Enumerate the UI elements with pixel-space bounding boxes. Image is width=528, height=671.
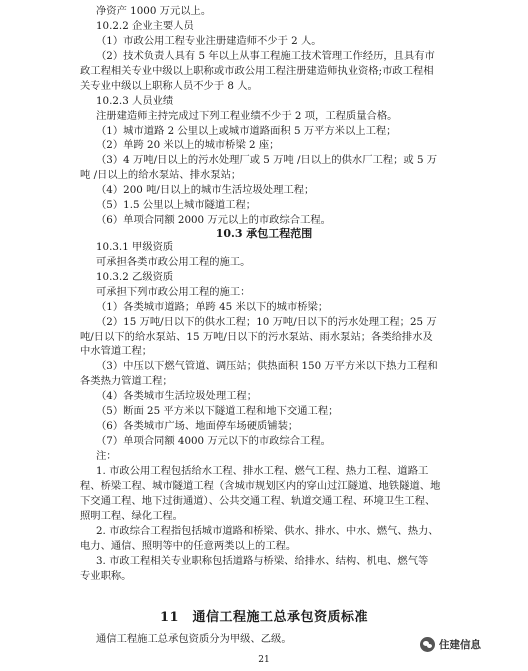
text-line: （3）4 万吨/日以上的污水处理厂或 5 万吨 /日以上的供水厂工程；或 5 万 — [96, 154, 438, 166]
text-line: 10.2.2 企业主要人员 — [96, 20, 194, 32]
wechat-icon — [420, 637, 435, 652]
text-line: （5）1.5 公里以上城市隧道工程； — [96, 199, 257, 211]
text-line: （1）市政公用工程专业注册建造师不少于 2 人。 — [96, 35, 322, 47]
section-heading-10-3: 10.3 承包工程范围 — [215, 227, 313, 240]
text-line: 注： — [96, 450, 117, 462]
text-line: 吨 /日以上的给水泵站、排水泵站； — [80, 169, 242, 181]
page-number: 21 — [258, 655, 270, 665]
text-line: 10.2.3 人员业绩 — [96, 95, 174, 107]
text-line: （2）15 万吨/日以下的供水工程；10 万吨/日以下的污水处理工程；25 万 — [96, 316, 437, 328]
text-line: 中水管道工程； — [80, 345, 153, 357]
section-heading-11: 11 通信工程施工总承包资质标准 — [159, 610, 369, 625]
text-line: 照明工程、绿化工程。 — [80, 510, 183, 522]
text-line: 专业职称。 — [80, 570, 132, 582]
text-line: 各类热力管道工程； — [80, 375, 173, 387]
watermark-text: 住建信息 — [439, 638, 481, 651]
text-line: 政工程相关专业中级以上职称或市政公用工程注册建造师执业资格;市政工程相 — [80, 65, 434, 77]
text-line: 可承担各类市政公用工程的施工。 — [96, 256, 251, 268]
text-line: 3. 市政工程相关专业职称包括道路与桥梁、给排水、结构、机电、燃气等 — [96, 555, 429, 567]
text-line: （4）200 吨/日以上的城市生活垃圾处理工程； — [96, 184, 315, 196]
text-line: 10.3.2 乙级资质 — [96, 271, 174, 283]
text-line: （1）城市道路 2 公里以上或城市道路面积 5 万平方米以上工程； — [96, 125, 397, 137]
text-line: （3）中压以下燃气管道、调压站；供热面积 150 万平方米以下热力工程和 — [96, 360, 438, 372]
text-line: 10.3.1 甲级资质 — [96, 241, 174, 253]
text-line: （5）断面 25 平方米以下隧道工程和地下交通工程； — [96, 405, 339, 417]
text-line: （4）各类城市生活垃圾处理工程； — [96, 390, 258, 402]
watermark — [420, 636, 481, 652]
text-line: 关专业中级以上职称人员不少于 8 人。 — [80, 80, 258, 92]
text-line: 注册建造师主持完成过下列工程业绩不少于 2 项，工程质量合格。 — [96, 110, 398, 122]
text-line: 吨/日以下的给水泵站、15 万吨/日以下的污水泵站、雨水泵站；各类给排水及 — [80, 331, 433, 343]
text-line: （6）各类城市广场、地面停车场硬质铺装； — [96, 420, 299, 432]
text-line: 可承担下列市政公用工程的施工： — [96, 286, 251, 298]
text-line: （7）单项合同额 4000 万元以下的市政综合工程。 — [96, 435, 331, 447]
text-line: 净资产 1000 万元以上。 — [96, 5, 212, 17]
text-line: 1. 市政公用工程包括给水工程、排水工程、燃气工程、热力工程、道路工 — [96, 465, 429, 477]
text-line: 电力、通信、照明等中的任意两类以上的工程。 — [80, 540, 297, 552]
text-line: （2）技术负责人具有 5 年以上从事工程施工技术管理工作经历，且具有市 — [96, 50, 435, 62]
text-line: （6）单项合同额 2000 万元以上的市政综合工程。 — [96, 214, 331, 226]
text-line: 程、桥梁工程、城市隧道工程（含城市规划区内的穿山过江隧道、地铁隧道、地 — [80, 480, 441, 492]
text-line: 下交通工程、地下过街通道）、公共交通工程、轨道交通工程、环境卫生工程、 — [80, 495, 436, 507]
text-line: 2. 市政综合工程指包括城市道路和桥梁、供水、排水、中水、燃气、热力、 — [96, 525, 439, 537]
footer-paragraph: 通信工程施工总承包资质分为甲级、乙级。 — [96, 633, 292, 645]
text-line: （2）单跨 20 米以上的城市桥梁 2 座； — [96, 139, 280, 151]
text-line: （1）各类城市道路；单跨 45 米以下的城市桥梁； — [96, 301, 329, 313]
